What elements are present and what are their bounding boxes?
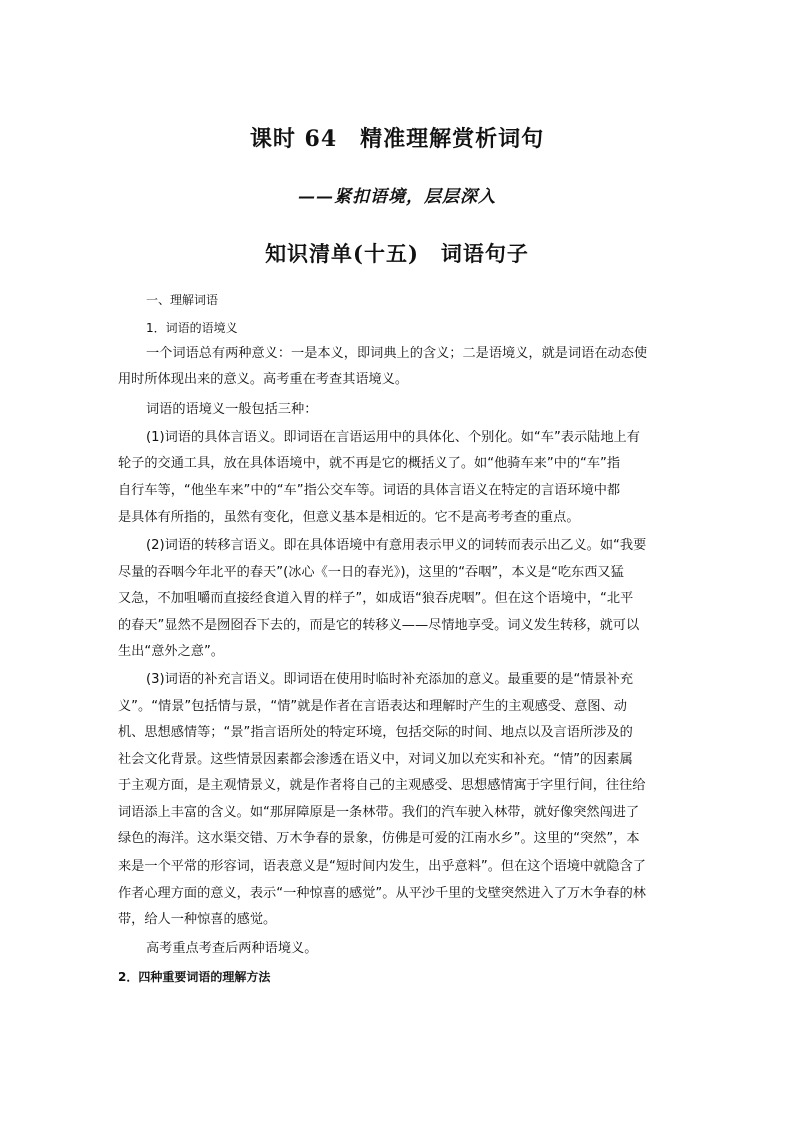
paragraph-line: (3)词语的补充言语义。即词语在使用时临时补充添加的意义。最重要的是“情景补充 xyxy=(146,672,634,687)
paragraph-line: 尽量的吞咽今年北平的春天”(冰心《一日的春光》)，这里的“吞咽”，本义是“吃东西又猛 xyxy=(118,565,624,580)
paragraph-line: 义”。“情景”包括情与景，“情”就是作者在言语表达和理解时产生的主观感受、意图、动 xyxy=(118,699,627,714)
paragraph-line: 轮子的交通工具，放在具体语境中，就不再是它的概括义了。如“他骑车来”中的“车”指 xyxy=(118,456,621,471)
paragraph-line: 绿色的海洋。这水渠交错、万木争春的景象，仿佛是可爱的江南水乡”。这里的“突然”，本 xyxy=(118,831,640,846)
paragraph-line: 带，给人一种惊喜的感觉。 xyxy=(118,912,277,927)
paragraph-line: 又急，不加咀嚼而直接经食道入胃的样子”，如成语“狼吞虎咽”。但在这个语境中，“北平 xyxy=(118,591,634,606)
paragraph-line: 自行车等，“他坐车来”中的“车”指公交车等。词语的具体言语义在特定的言语环境中都 xyxy=(118,483,621,498)
subtitle: ——紧扣语境，层层深入 xyxy=(298,187,496,207)
heading-understand-words: 一、理解词语 xyxy=(146,293,219,307)
paragraph-line: 于主观方面，是主观情景义，就是作者将自己的主观感受、思想感情寓于字里行间，往往给 xyxy=(118,778,646,793)
paragraph-line: 机、思想感情等；“景”指言语所处的特定环境，包括交际的时间、地点以及言语所涉及的 xyxy=(118,725,633,740)
paragraph-line: 作者心理方面的意义，表示“一种惊喜的感觉”。从平沙千里的戈壁突然进入了万木争春的林 xyxy=(118,886,646,901)
paragraph-line: 一个词语总有两种意义：一是本义，即词典上的含义；二是语境义，就是词语在动态使 xyxy=(146,346,648,361)
lesson-title: 课时 64 精准理解赏析词句 xyxy=(249,126,545,152)
paragraph-line: 用时所体现出来的意义。高考重在考查其语境义。 xyxy=(118,372,409,387)
subheading-context-meaning: 1．词语的语境义 xyxy=(146,321,238,335)
paragraph-line: 社会文化背景。这些情景因素都会渗透在语义中，对词义加以充实和补充。“情”的因素属 xyxy=(118,752,633,767)
paragraph-line: (2)词语的转移言语义。即在具体语境中有意用表示甲义的词转而表示出乙义。如“我要 xyxy=(146,538,647,553)
paragraph-line: 词语添上丰富的含义。如“那屏障原是一条林带。我们的汽车驶入林带，就好像突然闯进了 xyxy=(118,805,640,820)
paragraph-line: 高考重点考查后两种语境义。 xyxy=(146,941,318,956)
subheading-four-methods: 2．四种重要词语的理解方法 xyxy=(118,970,271,984)
paragraph-line: (1)词语的具体言语义。即词语在言语运用中的具体化、个别化。如“车”表示陆地上有 xyxy=(146,430,640,445)
paragraph-line: 是具体有所指的，虽然有变化，但意义基本是相近的。它不是高考考查的重点。 xyxy=(118,510,580,525)
section-title: 知识清单(十五) 词语句子 xyxy=(265,241,529,266)
paragraph-line: 来是一个平常的形容词，语表意义是“短时间内发生，出乎意料”。但在这个语境中就隐含了 xyxy=(118,859,646,874)
paragraph-line: 生出“意外之意”。 xyxy=(118,644,224,659)
paragraph-line: 的春天”显然不是囫囵吞下去的，而是它的转移义——尽情地享受。词义发生转移，就可以 xyxy=(118,618,640,633)
paragraph-line: 词语的语境义一般包括三种： xyxy=(146,402,318,417)
